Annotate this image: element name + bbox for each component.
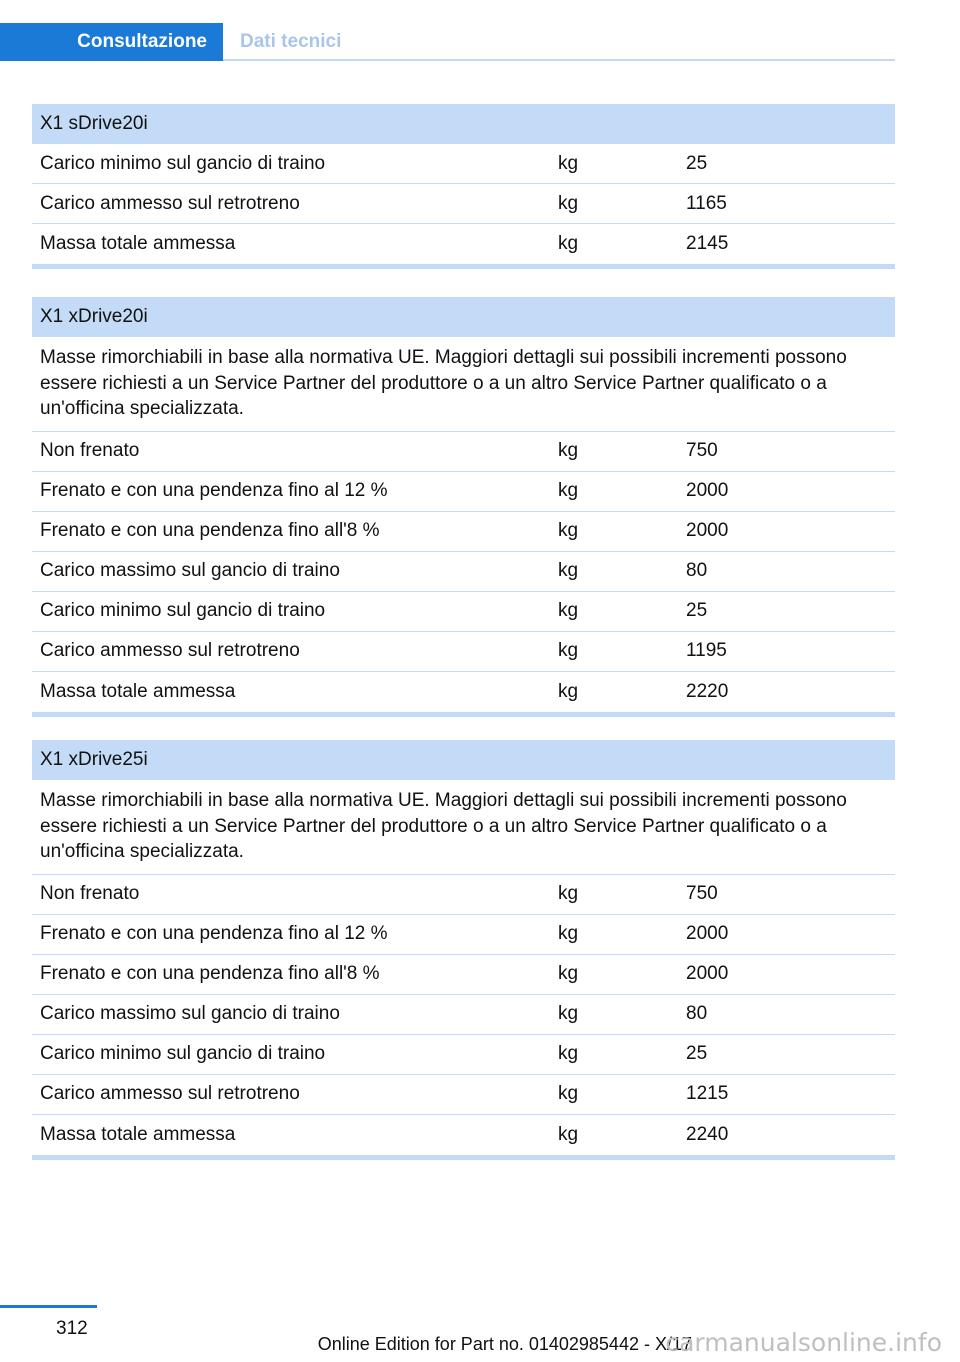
row-label: Massa totale ammessa (40, 233, 236, 254)
table-row (32, 1075, 895, 1115)
table-row (32, 955, 895, 995)
table-row (32, 184, 895, 224)
table-note: Masse rimorchiabili in base alla normativa UE. Maggiori dettagli sui possibili incrementi possono essere richiesti a un Service Partner del produttore o a un altro Service Partner qualificato o a un'officina specializzata. (32, 337, 895, 432)
row-label: Carico minimo sul gancio di traino (40, 600, 326, 621)
row-unit: kg (558, 1123, 579, 1145)
row-value: 2000 (686, 963, 729, 984)
table-row (32, 1115, 895, 1155)
row-label: Massa totale ammessa (40, 1123, 236, 1145)
spec-table-xdrive20i (32, 297, 895, 717)
row-label: Frenato e con una pendenza fino all'8 % (40, 520, 380, 541)
table-row (32, 592, 895, 632)
table-row (32, 632, 895, 672)
row-value: 750 (686, 440, 718, 461)
table-row (32, 875, 895, 915)
row-unit: kg (558, 520, 579, 541)
page-number: 312 (56, 1318, 88, 1339)
header-divider (223, 59, 895, 61)
row-unit: kg (558, 600, 579, 621)
table-note: Masse rimorchiabili in base alla normativa UE. Maggiori dettagli sui possibili incrementi possono essere richiesti a un Service Partner del produttore o a un altro Service Partner qualificato o a un'officina specializzata. (32, 780, 895, 875)
row-unit: kg (558, 963, 579, 984)
row-label: Carico ammesso sul retrotreno (40, 1083, 300, 1104)
row-value: 2000 (686, 520, 729, 541)
row-label: Carico ammesso sul retrotreno (40, 192, 300, 214)
table-row (32, 472, 895, 512)
row-label: Carico minimo sul gancio di traino (40, 1043, 326, 1064)
table-row (32, 552, 895, 592)
spec-table-sdrive20i (32, 104, 895, 269)
row-unit: kg (558, 152, 579, 174)
row-label: Carico massimo sul gancio di traino (40, 1003, 340, 1024)
table-end-bar (32, 264, 895, 269)
tab-consultazione[interactable]: Consultazione (0, 23, 223, 61)
table-title: X1 xDrive25i (32, 740, 895, 780)
table-title: X1 sDrive20i (32, 104, 895, 144)
row-value: 2000 (686, 480, 729, 501)
table-row (32, 144, 895, 184)
row-value: 1195 (686, 640, 727, 661)
footer-accent-line (0, 1305, 97, 1308)
table-row (32, 1035, 895, 1075)
row-unit: kg (558, 440, 579, 461)
row-label: Frenato e con una pendenza fino al 12 % (40, 923, 388, 944)
row-value: 2000 (686, 923, 729, 944)
watermark: carmanualsonline.info (665, 1328, 942, 1357)
row-unit: kg (558, 923, 579, 944)
row-unit: kg (558, 480, 579, 501)
row-label: Frenato e con una pendenza fino al 12 % (40, 480, 388, 501)
row-unit: kg (558, 233, 579, 254)
top-navigation (0, 23, 895, 61)
table-end-bar (32, 1155, 895, 1160)
row-value: 25 (686, 152, 708, 174)
row-value: 1165 (686, 192, 727, 214)
row-unit: kg (558, 1043, 579, 1064)
row-unit: kg (558, 640, 579, 661)
table-row (32, 512, 895, 552)
table-row (32, 224, 895, 264)
edition-note: Online Edition for Part no. 01402985442 - X/17 (317, 1334, 692, 1354)
row-unit: kg (558, 1083, 579, 1104)
row-label: Non frenato (40, 440, 140, 461)
table-row (32, 915, 895, 955)
row-unit: kg (558, 192, 579, 214)
tab-dati-tecnici[interactable]: Dati tecnici (240, 31, 342, 52)
spec-table-xdrive25i (32, 740, 895, 1160)
row-value: 80 (686, 560, 708, 581)
row-value: 25 (686, 600, 708, 621)
row-label: Carico minimo sul gancio di traino (40, 152, 326, 174)
row-value: 2220 (686, 680, 729, 702)
row-value: 25 (686, 1043, 708, 1064)
table-row (32, 995, 895, 1035)
table-row (32, 432, 895, 472)
row-value: 2240 (686, 1123, 729, 1145)
row-unit: kg (558, 680, 579, 702)
table-end-bar (32, 712, 895, 717)
row-value: 2145 (686, 233, 729, 254)
row-value: 80 (686, 1003, 708, 1024)
table-title: X1 xDrive20i (32, 297, 895, 337)
row-unit: kg (558, 1003, 579, 1024)
row-label: Non frenato (40, 883, 140, 904)
row-unit: kg (558, 560, 579, 581)
row-label: Frenato e con una pendenza fino all'8 % (40, 963, 380, 984)
table-row (32, 672, 895, 712)
row-label: Carico massimo sul gancio di traino (40, 560, 340, 581)
row-value: 750 (686, 883, 718, 904)
row-label: Massa totale ammessa (40, 680, 236, 702)
row-unit: kg (558, 883, 579, 904)
row-label: Carico ammesso sul retrotreno (40, 640, 300, 661)
row-value: 1215 (686, 1083, 729, 1104)
